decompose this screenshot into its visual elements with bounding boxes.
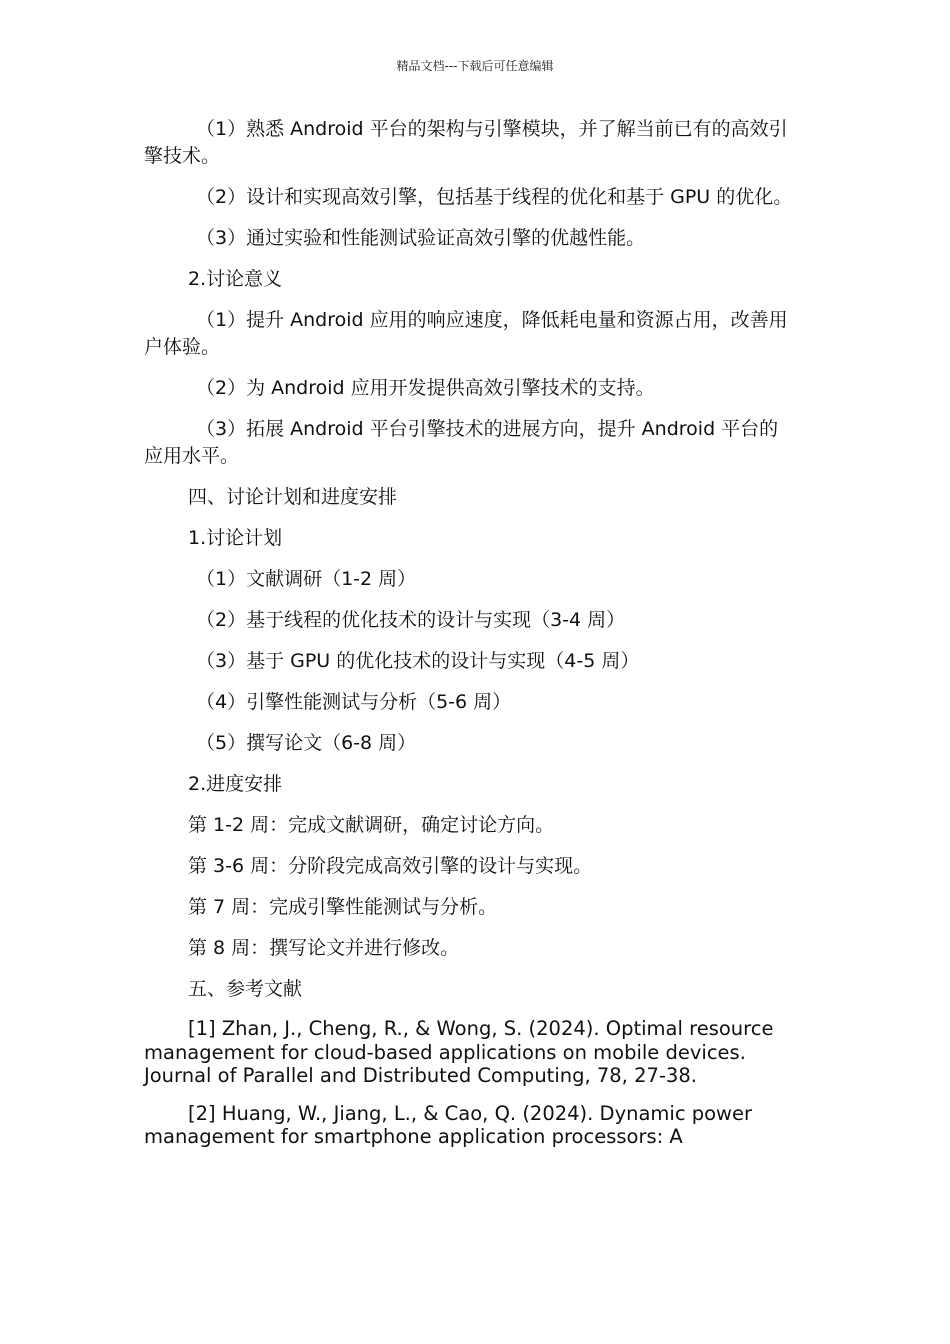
plan-item-1: （1）文献调研（1-2 周） xyxy=(196,568,417,590)
reference-item-2: [2] Huang, W., Jiang, L., & Cao, Q. (2024). Dynamic power management for smartphone application processors: A xyxy=(144,1101,753,1148)
schedule-item-1: 第 1-2 周：完成文献调研，确定讨论方向。 xyxy=(188,814,555,836)
document-body xyxy=(144,116,796,1163)
paragraph-significance-3: （3）拓展 Android 平台引擎技术的进展方向，提升 Android 平台的应用水平。 xyxy=(144,418,779,467)
page-header: 精品文档---下载后可任意编辑 xyxy=(396,59,554,73)
schedule-item-2: 第 3-6 周：分阶段完成高效引擎的设计与实现。 xyxy=(188,855,593,877)
paragraph-objective-3: （3）通过实验和性能测试验证高效引擎的优越性能。 xyxy=(196,227,646,249)
plan-item-4: （4）引擎性能测试与分析（5-6 周） xyxy=(196,691,512,713)
paragraph-significance-1: （1）提升 Android 应用的响应速度，降低耗电量和资源占用，改善用户体验。 xyxy=(144,309,788,358)
paragraph-objective-2: （2）设计和实现高效引擎，包括基于线程的优化和基于 GPU 的优化。 xyxy=(196,186,793,208)
paragraph-significance-2: （2）为 Android 应用开发提供高效引擎技术的支持。 xyxy=(196,377,655,399)
heading-section-four: 四、讨论计划和进度安排 xyxy=(188,486,398,508)
schedule-item-3: 第 7 周：完成引擎性能测试与分析。 xyxy=(188,896,498,918)
schedule-item-4: 第 8 周：撰写论文并进行修改。 xyxy=(188,937,460,959)
plan-item-3: （3）基于 GPU 的优化技术的设计与实现（4-5 周） xyxy=(196,650,640,672)
heading-references: 五、参考文献 xyxy=(188,978,303,1000)
plan-item-5: （5）撰写论文（6-8 周） xyxy=(196,732,417,754)
plan-item-2: （2）基于线程的优化技术的设计与实现（3-4 周） xyxy=(196,609,626,631)
paragraph-objective-1: （1）熟悉 Android 平台的架构与引擎模块，并了解当前已有的高效引擎技术。 xyxy=(144,118,788,167)
heading-schedule: 2.进度安排 xyxy=(188,773,283,795)
heading-plan: 1.讨论计划 xyxy=(188,527,283,549)
reference-item-1: [1] Zhan, J., Cheng, R., & Wong, S. (2024). Optimal resource management for cloud-based applications on mobile devices. Journal of Parallel and Distributed Computing, 78, 27-38. xyxy=(144,1017,774,1087)
heading-significance: 2.讨论意义 xyxy=(188,268,283,290)
